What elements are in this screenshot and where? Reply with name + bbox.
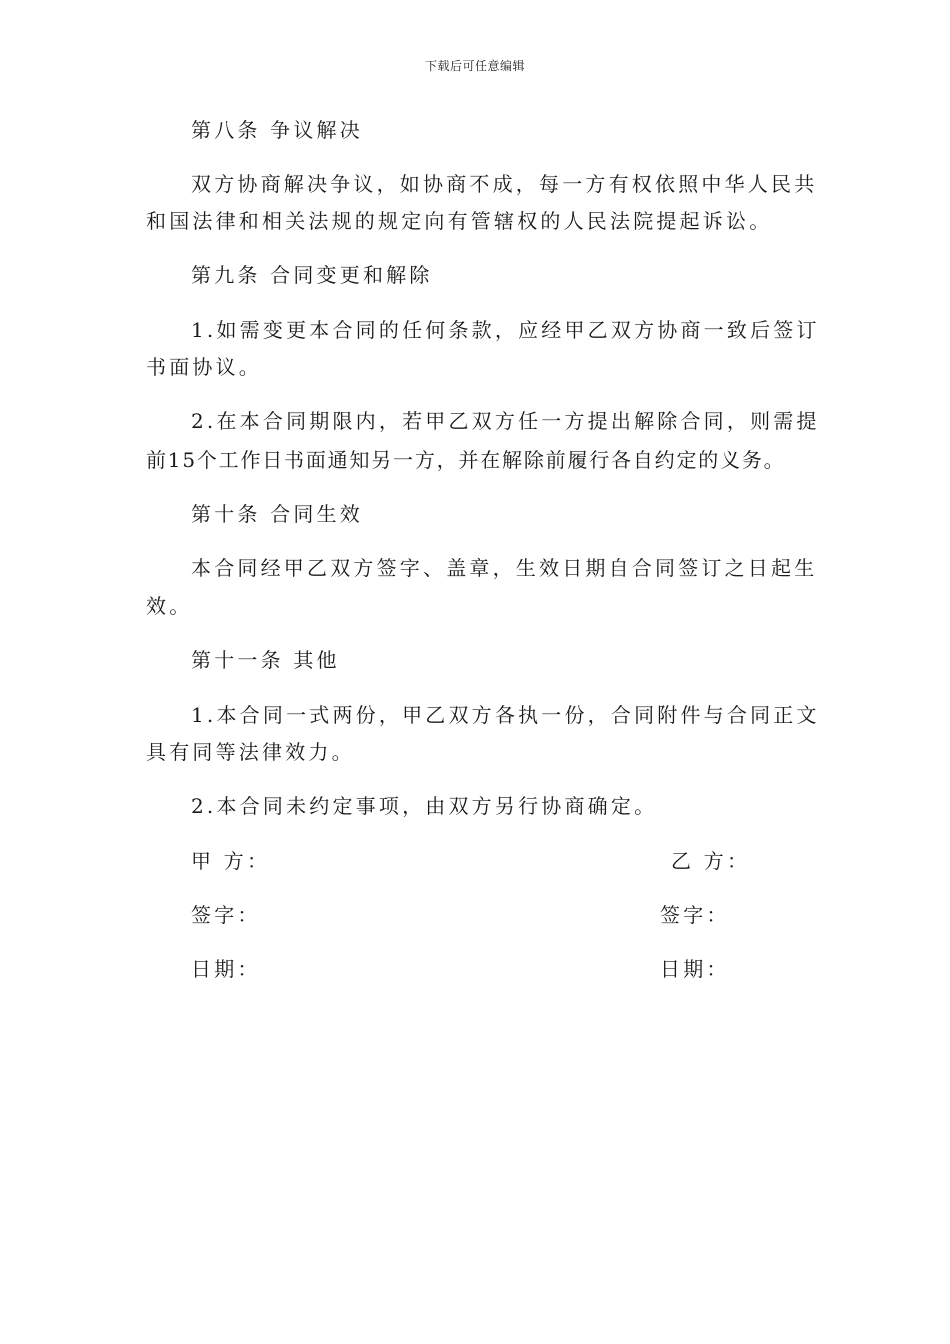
- page-header: 下载后可任意编辑: [424, 59, 525, 73]
- party-b-label: 乙 方：: [671, 849, 751, 873]
- article-9-item-1-line-2: 书面协议。: [146, 355, 262, 379]
- party-a-sign-label: 签字：: [191, 903, 261, 927]
- article-8-body-line-1: 双方协商解决争议，如协商不成，每一方有权依照中华人民共: [191, 172, 818, 196]
- article-9-item-1-line-1: 1.如需变更本合同的任何条款，应经甲乙双方协商一致后签订: [191, 318, 820, 342]
- party-b-sign-label: 签字：: [660, 903, 730, 927]
- article-10-body-line-1: 本合同经甲乙双方签字、盖章，生效日期自合同签订之日起生: [191, 556, 818, 580]
- article-10-body-line-2: 效。: [146, 594, 193, 618]
- article-11-title: 第十一条 其他: [191, 648, 340, 672]
- article-8-title: 第八条 争议解决: [191, 118, 363, 142]
- party-a-date-label: 日期：: [191, 957, 261, 981]
- article-11-item-2-line-1: 2.本合同未约定事项，由双方另行协商确定。: [191, 794, 658, 818]
- party-b-date-label: 日期：: [660, 957, 730, 981]
- article-9-item-2-line-1: 2.在本合同期限内，若甲乙双方任一方提出解除合同，则需提: [191, 409, 820, 433]
- article-11-item-1-line-2: 具有同等法律效力。: [146, 740, 355, 764]
- party-a-label: 甲 方：: [191, 849, 271, 873]
- article-9-title: 第九条 合同变更和解除: [191, 263, 433, 287]
- article-9-item-2-line-2: 前15个工作日书面通知另一方，并在解除前履行各自约定的义务。: [146, 448, 786, 472]
- article-11-item-1-line-1: 1.本合同一式两份，甲乙双方各执一份，合同附件与合同正文: [191, 703, 820, 727]
- article-8-body-line-2: 和国法律和相关法规的规定向有管辖权的人民法院提起诉讼。: [146, 209, 773, 233]
- article-10-title: 第十条 合同生效: [191, 502, 363, 526]
